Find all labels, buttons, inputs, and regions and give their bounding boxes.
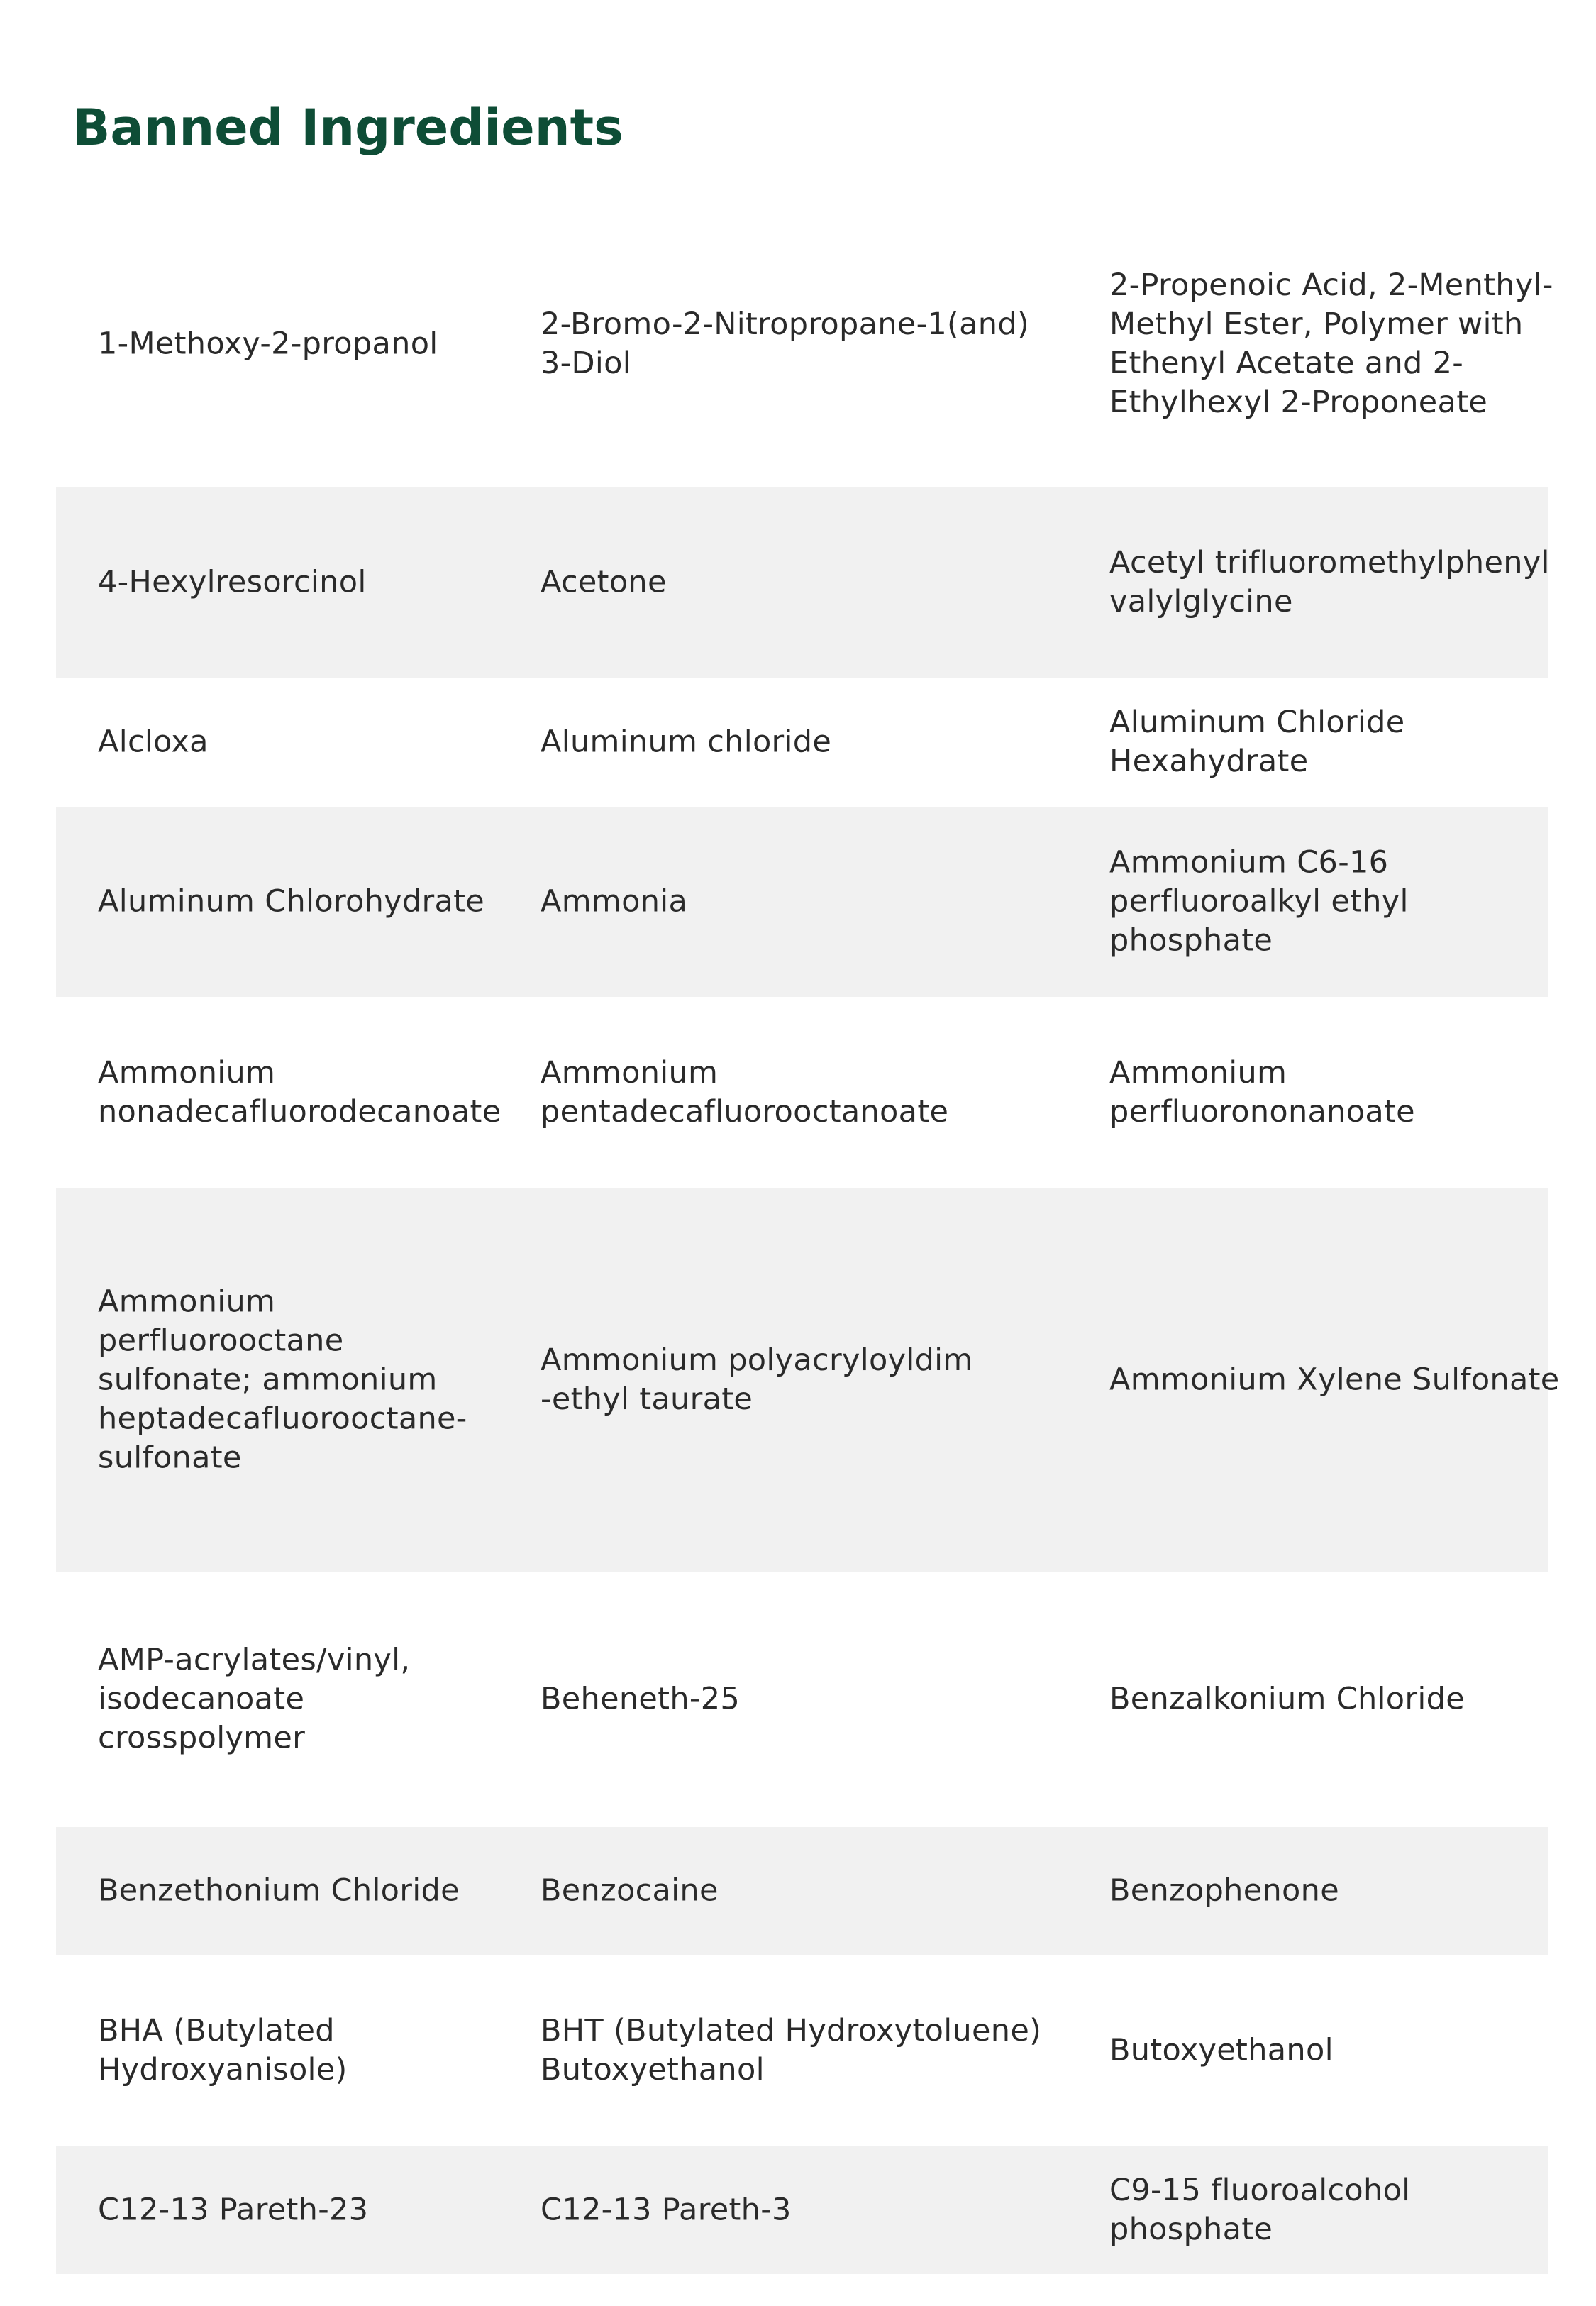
ingredient-cell: C9-15 fluoroalcohol phosphate (1109, 2173, 1411, 2247)
table-row (56, 1188, 1560, 1572)
table-row (56, 678, 1548, 807)
ingredient-cell: Beheneth-25 (541, 1681, 741, 1717)
ingredient-cell: Ammonium Xylene Sulfonate (1109, 1362, 1560, 1398)
ingredient-cell: Aluminum chloride (541, 724, 832, 760)
ingredient-cell: Ammonium pentadecafluorooctanoate (541, 1055, 949, 1130)
ingredient-cell: Ammonium nonadecafluorodecanoate (98, 1055, 501, 1130)
ingredient-cell: Acetone (541, 564, 667, 600)
table-row (56, 997, 1548, 1188)
ingredient-cell: Ammonium perfluorononanoate (1109, 1055, 1415, 1130)
ingredient-cell: Ammonium perfluorooctane sulfonate; ammonium heptadecafluorooctane- sulfonate (98, 1284, 467, 1476)
ingredient-cell: Alcloxa (98, 724, 209, 760)
ingredient-cell: Acetyl trifluoromethylphenyl valylglycine (1109, 545, 1550, 619)
ingredient-cell: Benzethonium Chloride (98, 1872, 460, 1909)
ingredient-cell: Butoxyethanol (1109, 2032, 1334, 2068)
ingredient-cell: 2-Propenoic Acid, 2-Menthyl- Methyl Ester, Polymer with Ethenyl Acetate and 2- Ethylhexyl 2-Proponeate (1109, 267, 1553, 420)
table-row (56, 1827, 1548, 1955)
table-row (56, 1955, 1548, 2146)
ingredient-cell: Ammonium C6-16 perfluoroalkyl ethyl phosphate (1109, 844, 1409, 959)
banned-ingredients-table (56, 200, 1560, 2274)
ingredient-cell: Ammonia (541, 883, 688, 920)
page-title: Banned Ingredients (72, 99, 624, 157)
table-row (56, 487, 1548, 678)
ingredient-cell: Aluminum Chlorohydrate (98, 883, 485, 920)
ingredient-cell: Benzophenone (1109, 1872, 1339, 1909)
ingredient-cell: Benzocaine (541, 1872, 719, 1909)
ingredient-cell: Benzalkonium Chloride (1109, 1681, 1465, 1717)
table-row (56, 200, 1553, 487)
ingredient-cell: Ammonium polyacryloyldim -ethyl taurate (541, 1342, 973, 1417)
ingredient-cell: BHA (Butylated Hydroxyanisole) (98, 2013, 348, 2087)
table-row (56, 807, 1548, 997)
ingredient-cell: Aluminum Chloride Hexahydrate (1109, 705, 1405, 779)
ingredient-cell: 1-Methoxy-2-propanol (98, 326, 438, 361)
ingredient-cell: 2-Bromo-2-Nitropropane-1(and) 3-Diol (541, 306, 1029, 381)
ingredient-cell: C12-13 Pareth-3 (541, 2192, 792, 2228)
ingredient-cell: C12-13 Pareth-23 (98, 2192, 369, 2228)
ingredient-cell: 4-Hexylresorcinol (98, 564, 367, 600)
table-row (56, 1572, 1548, 1827)
ingredient-cell: BHT (Butylated Hydroxytoluene) Butoxyethanol (541, 2013, 1042, 2087)
ingredient-cell: AMP-acrylates/vinyl, isodecanoate crosspolymer (98, 1642, 411, 1756)
table-row (56, 2146, 1548, 2274)
